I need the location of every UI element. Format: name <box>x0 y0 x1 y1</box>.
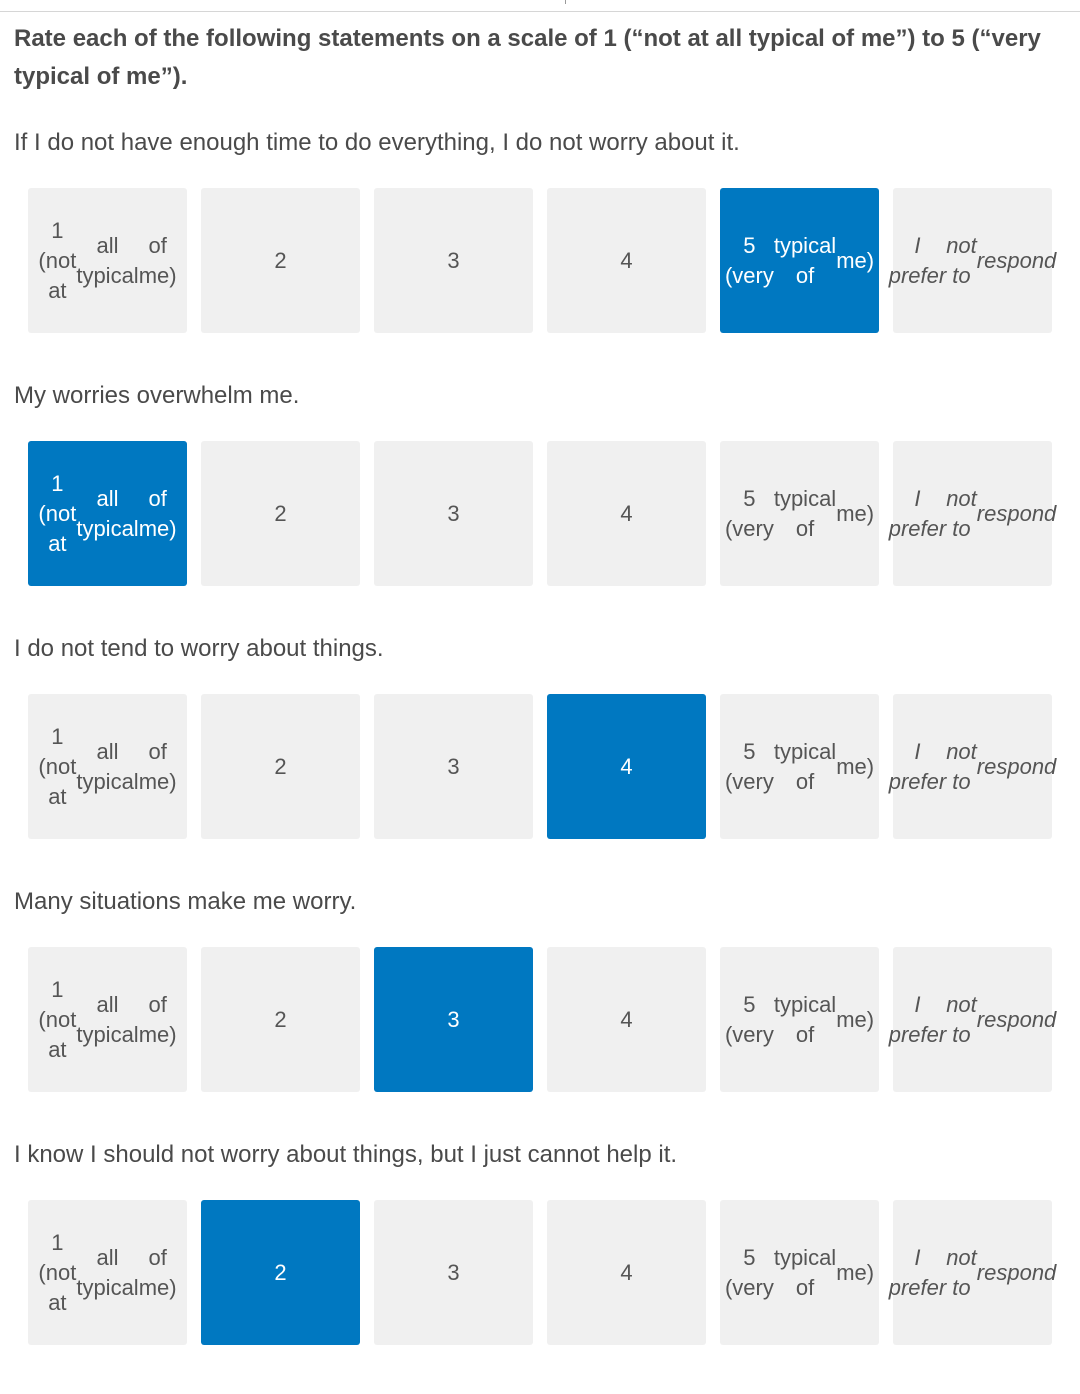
rating-option-1[interactable] <box>28 947 187 1092</box>
rating-option-3[interactable] <box>374 441 533 586</box>
rating-option-4[interactable] <box>547 947 706 1092</box>
rating-option-label-line: all typical <box>76 485 139 541</box>
question-block <box>0 1138 1080 1378</box>
rating-option-label-line: 1 (not at <box>38 723 77 809</box>
rating-option-4[interactable] <box>547 441 706 586</box>
instructions-text: Rate each of the following statements on a scale of 1 (“not at all typical of me”) to 5 (“very typical of me”). <box>14 25 1041 90</box>
rating-option-label-line: not to <box>946 232 977 288</box>
rating-option-label: 2 <box>274 1006 287 1032</box>
rating-option-5[interactable] <box>720 947 879 1092</box>
rating-option-label-line: all typical <box>76 232 139 288</box>
rating-option-label-line: 5 (very <box>724 738 774 794</box>
rating-option-label-line: not to <box>946 485 977 541</box>
rating-option-5[interactable] <box>720 1200 879 1345</box>
rating-option-label-line: typical of <box>773 1244 837 1300</box>
rating-option-label-line: 1 (not at <box>38 217 77 303</box>
rating-option-label-line: not to <box>946 738 977 794</box>
rating-option-label-line: I prefer <box>888 485 947 541</box>
rating-option-prefer-not[interactable] <box>888 188 1057 333</box>
rating-option-label-line: of me) <box>138 485 177 541</box>
rating-option-label: 2 <box>274 753 287 779</box>
rating-option-label: 3 <box>447 247 460 273</box>
rating-option-label-line: respond <box>976 500 1057 526</box>
rating-option-label-line: of me) <box>138 232 177 288</box>
rating-option-label-line: typical of <box>773 232 837 288</box>
rating-option-3[interactable] <box>374 1200 533 1345</box>
rating-option-3[interactable] <box>374 694 533 839</box>
rating-option-label-line: me) <box>836 1006 875 1032</box>
rating-option-label-line: 5 (very <box>724 991 774 1047</box>
rating-option-label-line: me) <box>836 500 875 526</box>
rating-option-label-line: 5 (very <box>724 485 774 541</box>
rating-option-prefer-not[interactable] <box>888 947 1057 1092</box>
rating-option-label: 2 <box>274 1259 287 1285</box>
rating-option-1[interactable] <box>28 441 187 586</box>
question-text: I do not tend to worry about things. <box>14 635 384 662</box>
rating-option-4[interactable] <box>547 694 706 839</box>
rating-option-5[interactable] <box>720 188 879 333</box>
question-text: My worries overwhelm me. <box>14 382 300 409</box>
top-tick-mark <box>565 0 566 4</box>
rating-options <box>28 441 1057 586</box>
rating-option-label: 2 <box>274 500 287 526</box>
rating-option-label-line: all typical <box>76 991 139 1047</box>
top-divider <box>0 11 1080 12</box>
rating-option-label-line: typical of <box>773 485 837 541</box>
rating-option-4[interactable] <box>547 188 706 333</box>
rating-option-label-line: respond <box>976 1006 1057 1032</box>
rating-option-label-line: not to <box>946 991 977 1047</box>
rating-option-2[interactable] <box>201 694 360 839</box>
rating-option-label-line: not to <box>946 1244 977 1300</box>
rating-option-prefer-not[interactable] <box>888 441 1057 586</box>
rating-option-label-line: 1 (not at <box>38 976 77 1062</box>
rating-option-label-line: typical of <box>773 991 837 1047</box>
rating-option-label: 4 <box>620 500 633 526</box>
question-block <box>0 126 1080 366</box>
rating-option-1[interactable] <box>28 694 187 839</box>
rating-option-label-line: I prefer <box>888 991 947 1047</box>
question-block <box>0 632 1080 872</box>
rating-option-label-line: me) <box>836 247 875 273</box>
rating-option-label-line: 5 (very <box>724 1244 774 1300</box>
rating-option-label-line: 1 (not at <box>38 1229 77 1315</box>
rating-option-4[interactable] <box>547 1200 706 1345</box>
rating-option-3[interactable] <box>374 947 533 1092</box>
rating-option-2[interactable] <box>201 188 360 333</box>
rating-option-label-line: of me) <box>138 1244 177 1300</box>
question-block <box>0 885 1080 1125</box>
question-text: I know I should not worry about things, but I just cannot help it. <box>14 1141 678 1168</box>
rating-option-label-line: I prefer <box>888 232 947 288</box>
rating-option-label-line: me) <box>836 1259 875 1285</box>
rating-options <box>28 947 1057 1092</box>
rating-option-label-line: me) <box>836 753 875 779</box>
rating-option-5[interactable] <box>720 694 879 839</box>
rating-option-label-line: of me) <box>138 738 177 794</box>
rating-option-label-line: I prefer <box>888 1244 947 1300</box>
question-text: If I do not have enough time to do everything, I do not worry about it. <box>14 129 740 156</box>
rating-option-label: 3 <box>447 1006 460 1032</box>
rating-option-label: 3 <box>447 500 460 526</box>
rating-option-1[interactable] <box>28 188 187 333</box>
rating-option-label: 4 <box>620 1006 633 1032</box>
rating-option-2[interactable] <box>201 1200 360 1345</box>
rating-option-label: 4 <box>620 1259 633 1285</box>
rating-option-label-line: respond <box>976 1259 1057 1285</box>
rating-options <box>28 694 1057 839</box>
rating-option-1[interactable] <box>28 1200 187 1345</box>
rating-option-label: 4 <box>620 247 633 273</box>
rating-option-prefer-not[interactable] <box>888 694 1057 839</box>
rating-option-label-line: I prefer <box>888 738 947 794</box>
rating-option-label-line: 1 (not at <box>38 470 77 556</box>
rating-option-prefer-not[interactable] <box>888 1200 1057 1345</box>
rating-option-label: 3 <box>447 753 460 779</box>
rating-option-label: 2 <box>274 247 287 273</box>
rating-option-label-line: respond <box>976 247 1057 273</box>
rating-option-3[interactable] <box>374 188 533 333</box>
rating-option-label-line: all typical <box>76 1244 139 1300</box>
rating-option-label-line: 5 (very <box>724 232 774 288</box>
rating-option-2[interactable] <box>201 947 360 1092</box>
rating-option-label-line: typical of <box>773 738 837 794</box>
rating-option-label-line: all typical <box>76 738 139 794</box>
rating-option-label-line: of me) <box>138 991 177 1047</box>
rating-option-2[interactable] <box>201 441 360 586</box>
question-text: Many situations make me worry. <box>14 888 357 915</box>
rating-options <box>28 1200 1057 1345</box>
rating-option-label: 4 <box>620 753 633 779</box>
rating-option-label-line: respond <box>976 753 1057 779</box>
rating-option-label: 3 <box>447 1259 460 1285</box>
question-block <box>0 379 1080 619</box>
rating-options <box>28 188 1057 333</box>
rating-option-5[interactable] <box>720 441 879 586</box>
